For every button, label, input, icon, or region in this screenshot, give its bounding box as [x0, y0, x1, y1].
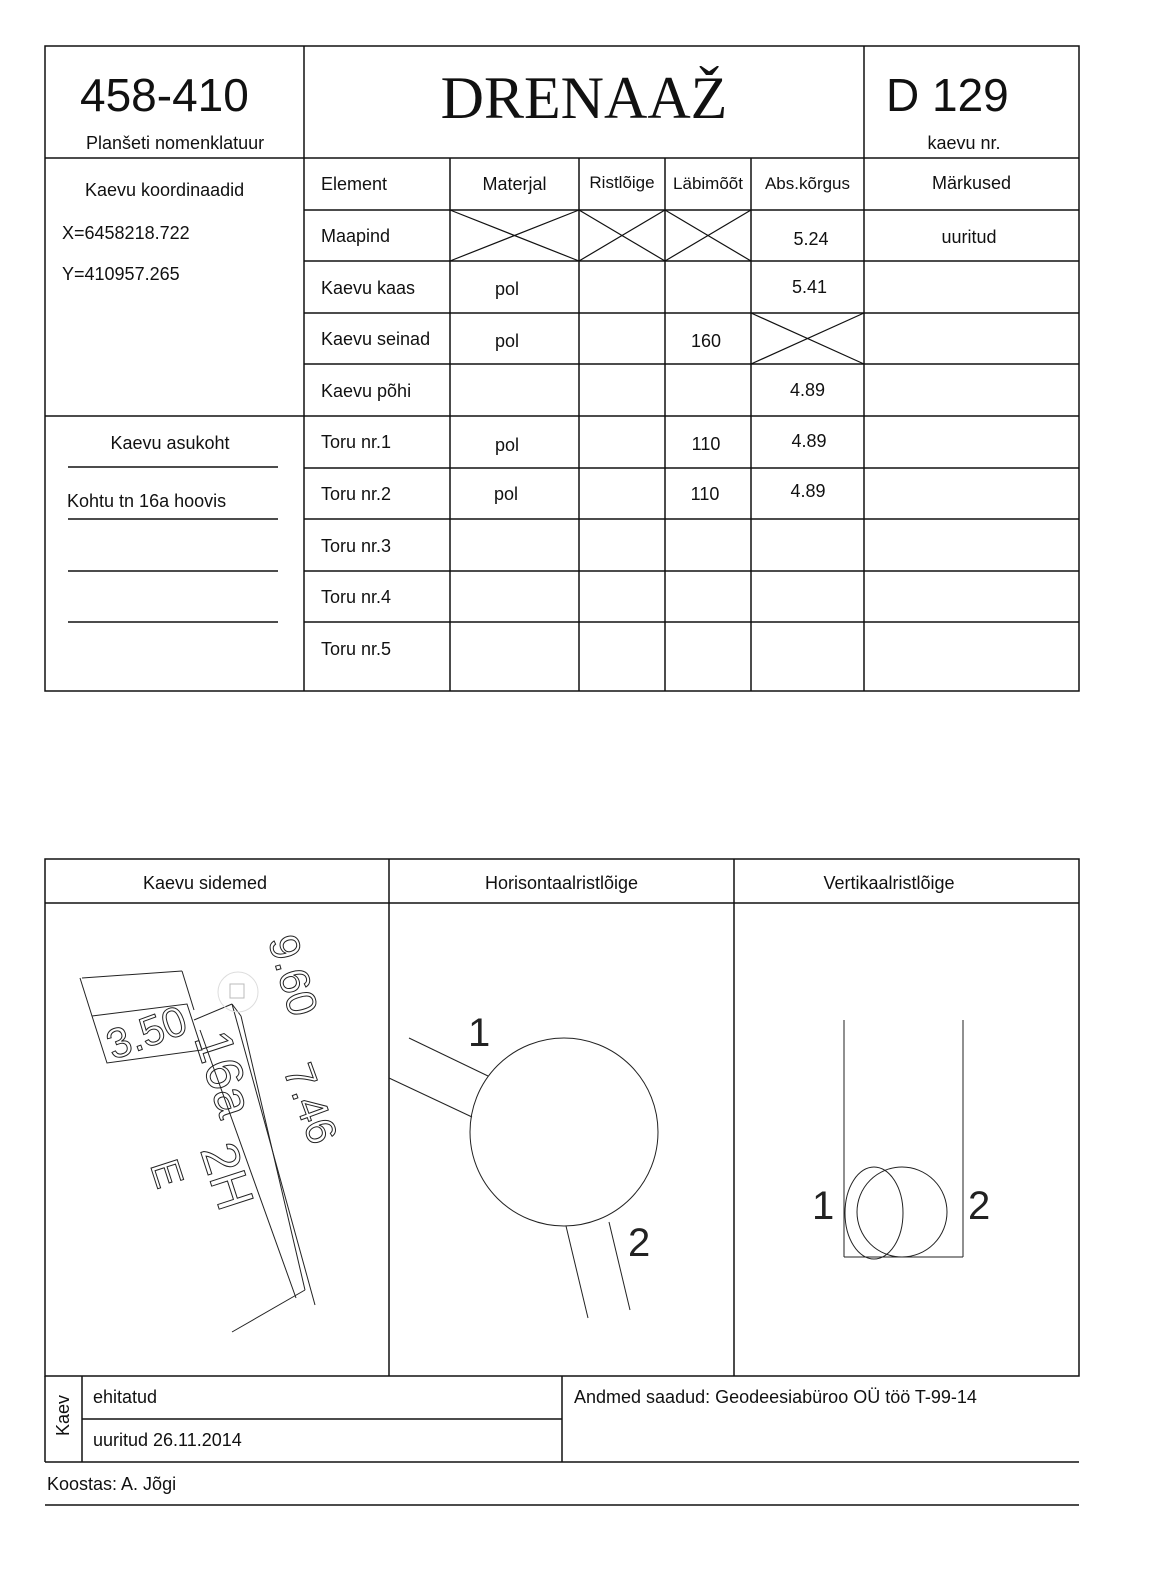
panel-title-vertical: Vertikaalristlõige — [823, 873, 955, 893]
col-header-notes: Märkused — [931, 173, 1012, 193]
table-cell-abs: 5.24 — [793, 229, 829, 249]
table-cell-material: pol — [495, 279, 520, 299]
table-cell-element: Toru nr.3 — [321, 536, 392, 556]
table-cell-element: Toru nr.1 — [321, 432, 392, 452]
ties-sketch-labels — [100, 930, 347, 1217]
col-header-section: Ristlõige — [589, 173, 655, 192]
table-cell-element: Kaevu põhi — [321, 381, 412, 401]
table-cell-material: pol — [495, 331, 520, 351]
ties-building-number: 16a — [182, 1023, 265, 1125]
table-cell-diameter: 110 — [691, 434, 721, 454]
horizontal-pipe-1-label: 1 — [468, 1011, 491, 1055]
vertical-pipe-1-label: 1 — [812, 1184, 835, 1228]
coords-title: Kaevu koordinaadid — [85, 180, 245, 200]
col-header-abs-height: Abs.kõrgus — [764, 174, 851, 193]
sheet-code: 458-410 — [80, 69, 249, 121]
coord-y: Y=410957.265 — [62, 264, 180, 284]
table-cell-abs: 5.41 — [791, 277, 828, 297]
table-cell-material: pol — [495, 435, 520, 455]
table-cell-element: Toru nr.5 — [321, 639, 392, 659]
col-header-material: Materjal — [482, 174, 547, 194]
well-number: D 129 — [886, 69, 1009, 121]
horizontal-pipe-2-label: 2 — [628, 1221, 651, 1265]
footer-surveyed: uuritud 26.11.2014 — [93, 1430, 242, 1450]
vertical-section — [844, 1020, 963, 1259]
sheet-label: Planšeti nomenklatuur — [86, 133, 265, 153]
location-title: Kaevu asukoht — [110, 433, 230, 453]
ties-building-e: E — [141, 1154, 192, 1194]
ties-dim-a: 3.50 — [100, 996, 193, 1069]
ties-building-type: 2H — [188, 1135, 265, 1217]
ties-dim-c: 7.46 — [274, 1057, 347, 1150]
table-cell-abs: 4.89 — [791, 431, 827, 451]
table-cell-element: Toru nr.2 — [321, 484, 392, 504]
table-cell-diameter: 110 — [690, 484, 720, 504]
table-cell-element: Kaevu kaas — [321, 278, 416, 298]
table-cell-abs: 4.89 — [789, 380, 826, 400]
table-cell-material: pol — [494, 484, 519, 504]
footer-side-label: Kaev — [53, 1394, 73, 1436]
page-title: DRENAAŽ — [440, 65, 728, 131]
location-line-1: Kohtu tn 16a hoovis — [67, 491, 227, 511]
coord-x: X=6458218.722 — [62, 223, 190, 243]
panel-title-ties: Kaevu sidemed — [142, 873, 268, 893]
vertical-pipe-2-label: 2 — [968, 1184, 991, 1228]
table-cell-abs: 4.89 — [790, 481, 826, 501]
table-cell-notes: uuritud — [941, 227, 997, 247]
panel-title-horizontal: Horisontaalristlõige — [484, 873, 639, 893]
col-header-element: Element — [321, 174, 388, 194]
footer-built: ehitatud — [93, 1387, 158, 1407]
footer-data-source: Andmed saadud: Geodeesiabüroo OÜ töö T-99-14 — [574, 1387, 977, 1407]
table-cell-element: Toru nr.4 — [321, 587, 392, 607]
table-cell-element: Maapind — [321, 226, 391, 246]
horizontal-section — [389, 1038, 658, 1318]
col-header-diameter: Läbimõõt — [673, 174, 743, 193]
well-number-label: kaevu nr. — [927, 133, 1001, 153]
ties-dim-b: 9.60 — [259, 929, 328, 1022]
table-cell-diameter: 160 — [690, 331, 722, 351]
footer-author: Koostas: A. Jõgi — [47, 1474, 177, 1494]
table-cell-element: Kaevu seinad — [321, 329, 431, 349]
